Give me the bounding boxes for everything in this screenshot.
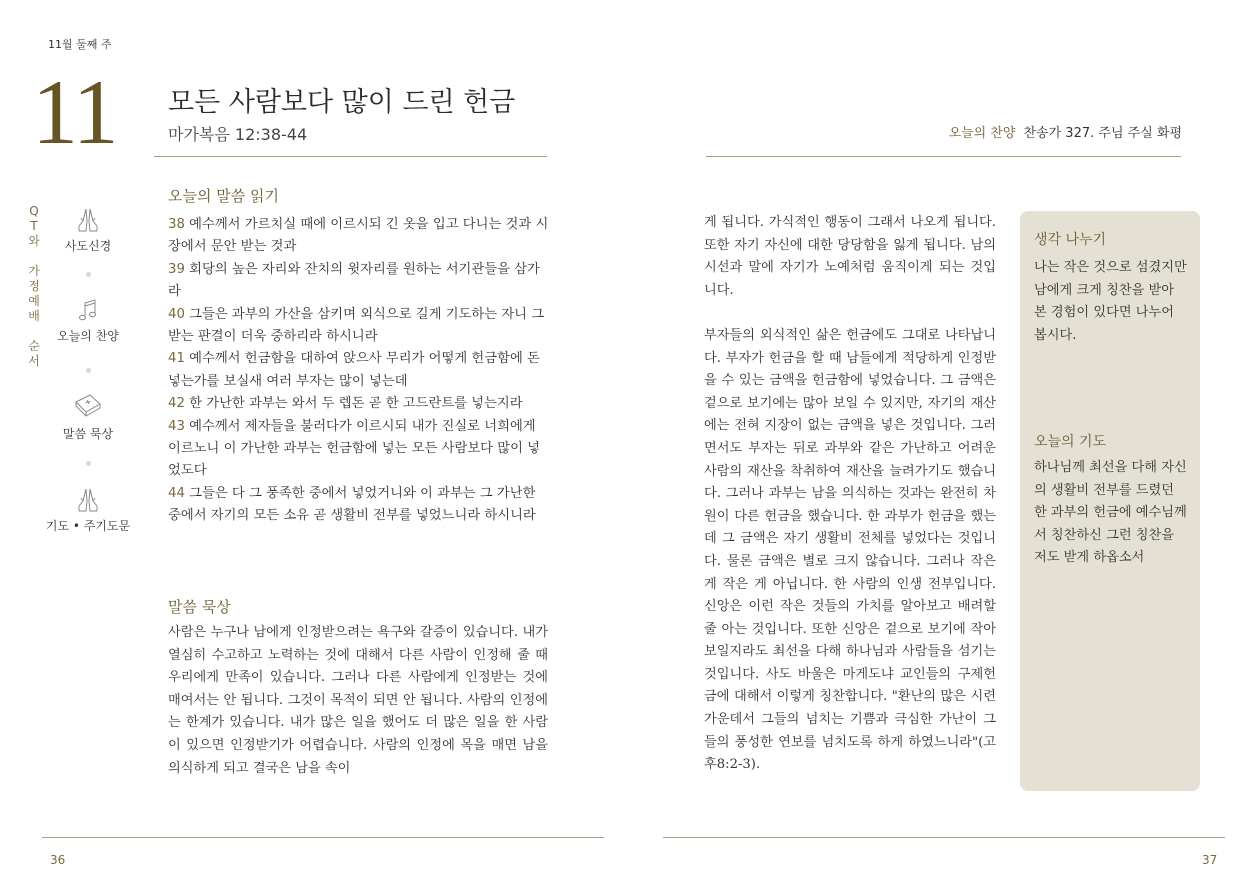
- prayer-heading: 오늘의 기도: [1034, 434, 1107, 450]
- verse-40: 40 그들은 과부의 가산을 삼키며 외식으로 길게 기도하는 자니 그 받는 판결이 더욱 중하리라 하시니라: [168, 306, 545, 345]
- sidebar-item-label: 말씀 묵상: [62, 427, 114, 441]
- meditation-text-part1: 사람은 누구나 남에게 인정받으려는 욕구와 갈증이 있습니다. 내가 열심히 수고하고 노력하는 것에 대해서 다른 사람이 인정해 줄 때 우리에게 만족이 있습니다. 그러나 다른 사람에게 인정받는 것에 매여서는 안 됩니다. 그것이 목적이 되면 안 됩니다. 사람의 인정에는 한계가 있습니다. 내가 많은 일을 했어도 더 많은 일을 한 사람이 있으면 인정받기가 어렵습니다. 사람의 인정에 목을 매면 남을 의식하게 되고 결국은 남을 속이: [168, 625, 548, 776]
- scripture-reference: 마가복음 12:38-44: [168, 125, 308, 144]
- page-title: 모든 사람보다 많이 드린 헌금: [168, 87, 516, 118]
- prayer-text: 하나님께 최선을 다해 자신의 생활비 전부를 드렸던 한 과부의 헌금에 예수님께서 칭찬하신 그런 칭찬을 저도 받게 하옵소서: [1034, 460, 1187, 565]
- sidebar-vertical-title: Q T 와 가 정 예 배 순 서: [28, 204, 40, 368]
- bible-icon: [72, 392, 104, 422]
- meditation-text-part3: 부자들의 외식적인 삶은 헌금에도 그대로 나타납니다. 부자가 헌금을 할 때 남들에게 적당하게 인정받을 수 있는 금액을 헌금함에 넣었습니다. 그 금액은 겉으로 보기에는 많아 보일 수 있지만, 자기의 재산에는 전혀 지장이 없는 금액을 넣은 것입니다. 그러면서도 부자는 뒤로 과부와 같은 가난하고 어려운 사람의 재산을 착취하여 재산을 늘려가기도 했습니다. 그러나 과부는 남을 의식하는 것과는 완전히 차원이 다른 헌금을 했습니다. 한 과부가 헌금을 했는데 그 금액은 자기 생활비 전체를 넣었다는 것입니다. 물론 금액은 별로 크지 않습니다. 그러나 작은 게 작은 게 아닙니다. 한 사람의 인생 전부입니다. 신앙은 이런 작은 것들의 가치를 알아보고 배려할 줄 아는 것입니다. 또한 신앙은 겉으로 보기에 작아 보일지라도 최선을 다해 하나님과 사람들을 섬기는 것입니다. 사도 바울은 마게도냐 교인들의 구제헌금에 대해서 이렇게 칭찬합니다. "환난의 많은 시련 가운데서 그들의 넘치는 기쁨과 극심한 가난이 그들의 풍성한 연보를 넘치도록 하게 하였느니라"(고후8:2-3).: [704, 327, 996, 773]
- sidebar-item-label: 기도 • 주기도문: [45, 519, 131, 533]
- discussion-box: [1020, 211, 1200, 791]
- verse-39: 39 회당의 높은 자리와 잔치의 윗자리를 원하는 서기관들을 삼가라: [168, 261, 540, 300]
- music-note-icon: [73, 298, 103, 324]
- footer-divider-left: [42, 837, 604, 838]
- page-number-left: 36: [50, 853, 66, 867]
- verse-41: 41 예수께서 헌금함을 대하여 앉으사 무리가 어떻게 헌금함에 돈 넣는가를 보실새 여러 부자는 많이 넣는데: [168, 351, 540, 389]
- sidebar-separator-dot: [86, 272, 91, 277]
- sidebar-item-prayer: [33, 486, 143, 534]
- meditation-heading: 말씀 묵상: [168, 598, 231, 616]
- sidebar-item-meditation: [33, 392, 143, 442]
- sidebar-item-hymn: [33, 298, 143, 344]
- page-number-right: 37: [1202, 853, 1218, 867]
- sharing-heading: 생각 나누기: [1034, 232, 1107, 248]
- verse-42: 42 한 가난한 과부는 와서 두 렙돈 곧 한 고드란트를 넣는지라: [168, 396, 523, 412]
- praying-hands-icon: [73, 486, 103, 514]
- verse-list: [168, 214, 550, 528]
- day-number: 11: [32, 61, 117, 163]
- sidebar-item-creed: [33, 206, 143, 254]
- sidebar-item-label: 사도신경: [64, 239, 112, 253]
- verse-43: 43 예수께서 제자들을 불러다가 이르시되 내가 진실로 너희에게 이르노니 이 가난한 과부는 헌금함에 넣는 모든 사람보다 많이 넣었도다: [168, 418, 541, 479]
- header-divider-left: [154, 156, 547, 157]
- todays-hymn: [949, 122, 1182, 141]
- verse-38: 38 예수께서 가르치실 때에 이르시되 긴 옷을 입고 다니는 것과 시장에서 문안 받는 것과: [168, 217, 549, 255]
- meditation-continued: [704, 212, 996, 777]
- sharing-text: 나는 작은 것으로 섬겼지만 남에게 크게 칭찬을 받아 본 경험이 있다면 나누어 봅시다.: [1034, 260, 1187, 343]
- hymn-label: 오늘의 찬양: [948, 126, 1016, 141]
- praying-hands-icon: [73, 206, 103, 234]
- footer-divider-right: [663, 837, 1225, 838]
- hymn-title: 찬송가 327. 주님 주실 화평: [1023, 126, 1182, 141]
- reading-heading: 오늘의 말씀 읽기: [168, 187, 279, 205]
- sidebar-item-label: 오늘의 찬양: [57, 329, 119, 343]
- sidebar-separator-dot: [86, 368, 91, 373]
- meditation-text-part2: 게 됩니다. 가식적인 행동이 그래서 나오게 됩니다. 또한 자기 자신에 대한 당당함을 잃게 됩니다. 남의 시선과 말에 자기가 노예처럼 움직이게 되는 것입니다.: [704, 215, 996, 298]
- header-divider-right: [706, 156, 1181, 157]
- week-label: 11월 둘째 주: [48, 38, 112, 51]
- sidebar-separator-dot: [86, 461, 91, 466]
- verse-44: 44 그들은 다 그 풍족한 중에서 넣었거니와 이 과부는 그 가난한 중에서 자기의 모든 소유 곧 생활비 전부를 넣었느니라 하시니라: [168, 485, 536, 524]
